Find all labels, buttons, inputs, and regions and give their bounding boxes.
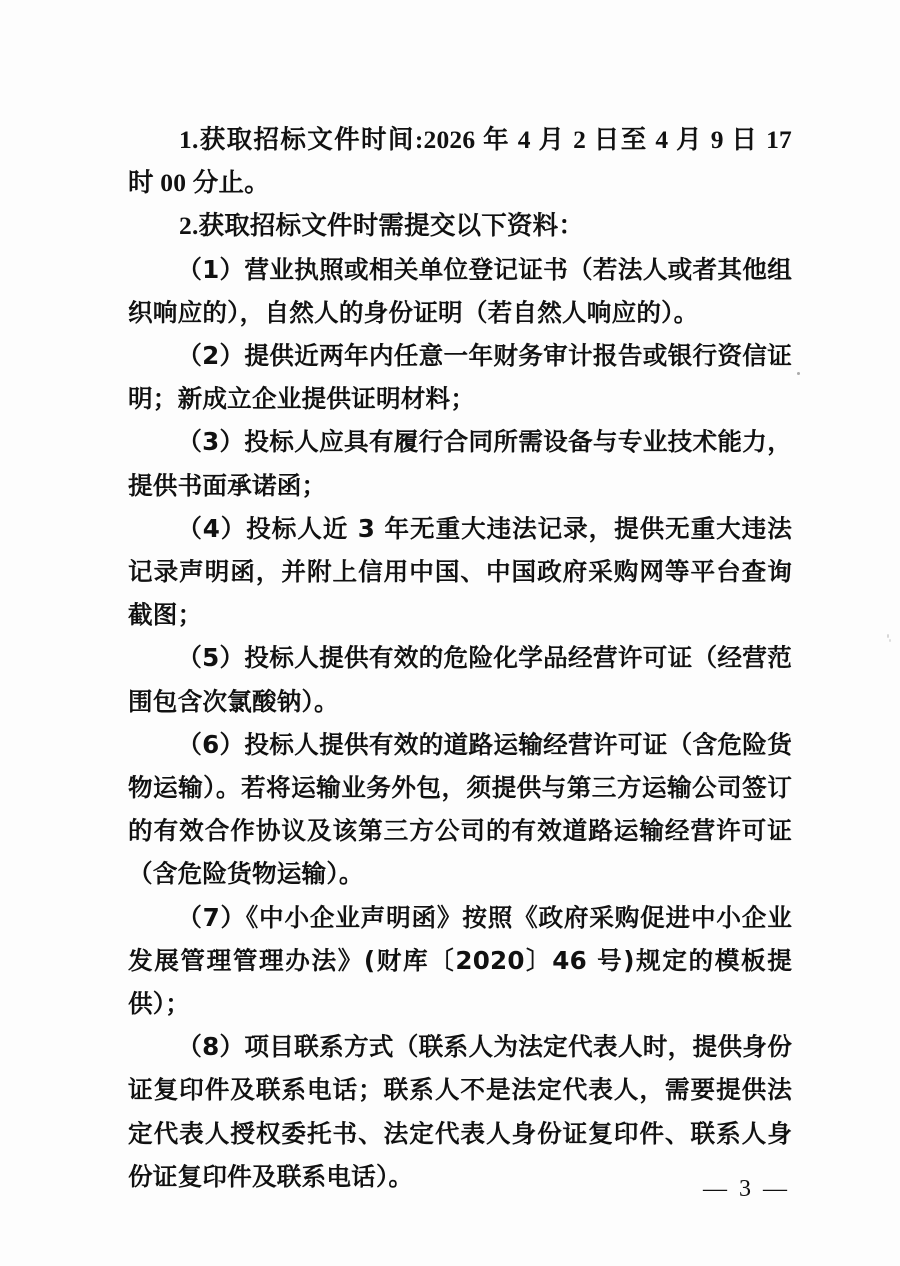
paragraph-sub-item-5: （5）投标人提供有效的危险化学品经营许可证（经营范围包含次氯酸钠）。 bbox=[128, 643, 792, 716]
paragraph-sub-item-7: （7）《中小企业声明函》按照《政府采购促进中小企业发展管理管理办法》(财库〔2020〕46 号)规定的模板提供）； bbox=[128, 902, 792, 1019]
paragraph-sub-item-6: （6）投标人提供有效的道路运输经营许可证（含危险货物运输）。若将运输业务外包，须提供与第三方运输公司签订的有效合作协议及该第三方公司的有效道路运输经营许可证（含危险货物运输）。 bbox=[128, 729, 792, 889]
document-body bbox=[128, 118, 792, 1198]
paragraph-item-1: 1.获取招标文件时间:2026 年 4 月 2 日至 4 月 9 日 17 时 00 分止。 bbox=[128, 125, 792, 198]
page-number: — 3 — bbox=[703, 1176, 790, 1202]
paragraph-sub-item-4: （4）投标人近 3 年无重大违法记录，提供无重大违法记录声明函，并附上信用中国、中国政府采购网等平台查询截图； bbox=[128, 513, 792, 630]
scan-artifact-speck bbox=[797, 372, 800, 375]
paragraph-item-2: 2.获取招标文件时需提交以下资料： bbox=[179, 211, 585, 241]
paragraph-sub-item-1: （1）营业执照或相关单位登记证书（若法人或者其他组织响应的），自然人的身份证明（若自然人响应的）。 bbox=[128, 254, 792, 327]
paragraph-sub-item-3: （3）投标人应具有履行合同所需设备与专业技术能力，提供书面承诺函； bbox=[128, 427, 792, 500]
paragraph-sub-item-8: （8）项目联系方式（联系人为法定代表人时，提供身份证复印件及联系电话；联系人不是法定代表人，需要提供法定代表人授权委托书、法定代表人身份证复印件、联系人身份证复印件及联系电话）。 bbox=[128, 1032, 792, 1191]
scan-artifact-speck bbox=[889, 639, 891, 642]
scan-artifact-speck bbox=[887, 634, 889, 638]
paragraph-sub-item-2: （2）提供近两年内任意一年财务审计报告或银行资信证明；新成立企业提供证明材料； bbox=[128, 341, 792, 414]
